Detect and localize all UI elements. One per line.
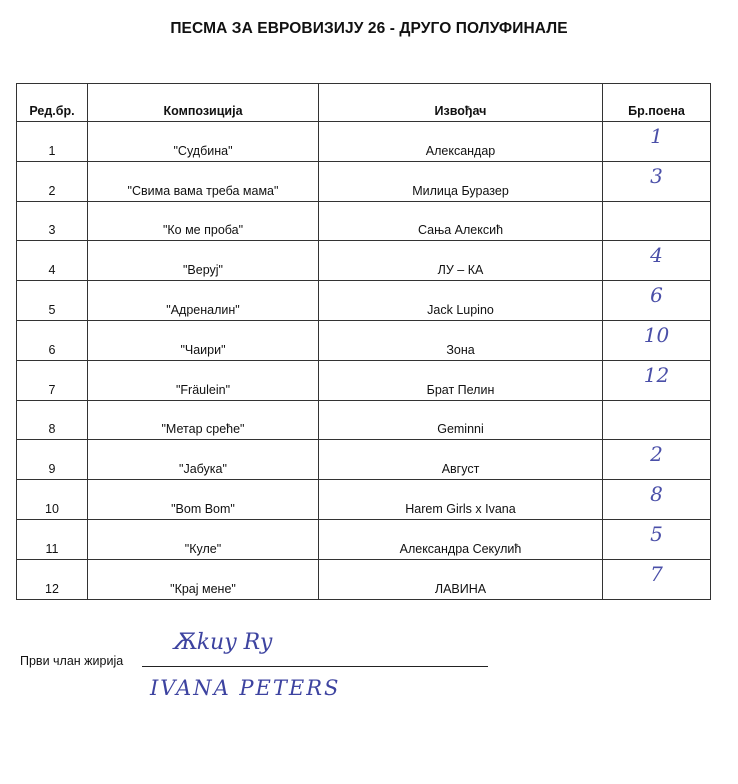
- row-number: 8: [17, 400, 88, 440]
- artist-name: Сања Алексић: [319, 201, 603, 241]
- artist-name: Зона: [319, 320, 603, 360]
- header-number: Ред.бр.: [17, 84, 88, 122]
- row-number: 6: [17, 320, 88, 360]
- points-cell[interactable]: [603, 122, 711, 162]
- song-title: "Метар среће": [88, 400, 319, 440]
- handwritten-printed-name: IVANA PETERS: [150, 676, 341, 700]
- table-row: [17, 201, 711, 241]
- song-title: "Свима вама треба мама": [88, 161, 319, 201]
- table-row: [17, 281, 711, 321]
- points-cell[interactable]: [603, 360, 711, 400]
- points-cell[interactable]: [603, 440, 711, 480]
- song-title: "Крај мене": [88, 559, 319, 599]
- handwritten-points: 12: [643, 362, 670, 387]
- song-title: "Bom Bom": [88, 480, 319, 520]
- handwritten-points: 7: [650, 561, 663, 586]
- artist-name: Harem Girls x Ivana: [319, 480, 603, 520]
- handwritten-points: 5: [650, 521, 663, 546]
- header-song: Композиција: [88, 84, 319, 122]
- row-number: 10: [17, 480, 88, 520]
- song-title: "Куле": [88, 519, 319, 559]
- points-cell[interactable]: [603, 480, 711, 520]
- artist-name: Александра Секулић: [319, 519, 603, 559]
- song-title: "Судбина": [88, 122, 319, 162]
- song-title: "Адреналин": [88, 281, 319, 321]
- table-row: [17, 440, 711, 480]
- handwritten-points: 1: [650, 124, 663, 148]
- handwritten-signature: Ѫkuy Ry: [172, 630, 273, 655]
- handwritten-points: 4: [650, 243, 663, 268]
- song-title: "Fräulein": [88, 360, 319, 400]
- artist-name: Август: [319, 440, 603, 480]
- points-cell[interactable]: [603, 519, 711, 559]
- points-cell[interactable]: [603, 320, 711, 360]
- song-title: "Ко ме проба": [88, 201, 319, 241]
- signature-line[interactable]: [142, 666, 488, 667]
- table-row: [17, 161, 711, 201]
- artist-name: Jack Lupino: [319, 281, 603, 321]
- table-row: [17, 480, 711, 520]
- table-row: [17, 400, 711, 440]
- table-row: [17, 360, 711, 400]
- points-cell[interactable]: [603, 559, 711, 599]
- handwritten-points: 2: [650, 442, 663, 467]
- handwritten-points: 8: [650, 482, 663, 507]
- table-row: [17, 519, 711, 559]
- artist-name: ЛАВИНА: [319, 559, 603, 599]
- artist-name: Милица Буразер: [319, 161, 603, 201]
- artist-name: ЛУ – КА: [319, 241, 603, 281]
- signature-label: Први члан жирија: [20, 654, 124, 668]
- points-cell[interactable]: [603, 161, 711, 201]
- handwritten-points: 6: [650, 283, 663, 308]
- row-number: 4: [17, 241, 88, 281]
- row-number: 3: [17, 201, 88, 241]
- artist-name: Geminni: [319, 400, 603, 440]
- voting-table: [16, 83, 711, 600]
- row-number: 1: [17, 122, 88, 162]
- points-cell[interactable]: [603, 201, 711, 241]
- table-row: [17, 559, 711, 599]
- song-title: "Јабука": [88, 440, 319, 480]
- song-title: "Чаири": [88, 320, 319, 360]
- points-cell[interactable]: [603, 400, 711, 440]
- row-number: 5: [17, 281, 88, 321]
- row-number: 12: [17, 559, 88, 599]
- header-points: Бр.поена: [603, 84, 711, 122]
- table-row: [17, 241, 711, 281]
- points-cell[interactable]: [603, 281, 711, 321]
- row-number: 7: [17, 360, 88, 400]
- table-row: [17, 320, 711, 360]
- handwritten-points: 3: [650, 163, 663, 188]
- table-row: [17, 122, 711, 162]
- row-number: 2: [17, 161, 88, 201]
- artist-name: Брат Пелин: [319, 360, 603, 400]
- table-header-row: [17, 84, 711, 122]
- header-artist: Извођач: [319, 84, 603, 122]
- document-title: ПЕСМА ЗА ЕВРОВИЗИЈУ 26 - ДРУГО ПОЛУФИНАЛЕ: [170, 20, 568, 37]
- row-number: 9: [17, 440, 88, 480]
- points-cell[interactable]: [603, 241, 711, 281]
- handwritten-points: 10: [643, 322, 670, 347]
- row-number: 11: [17, 519, 88, 559]
- song-title: "Веруј": [88, 241, 319, 281]
- artist-name: Александар: [319, 122, 603, 162]
